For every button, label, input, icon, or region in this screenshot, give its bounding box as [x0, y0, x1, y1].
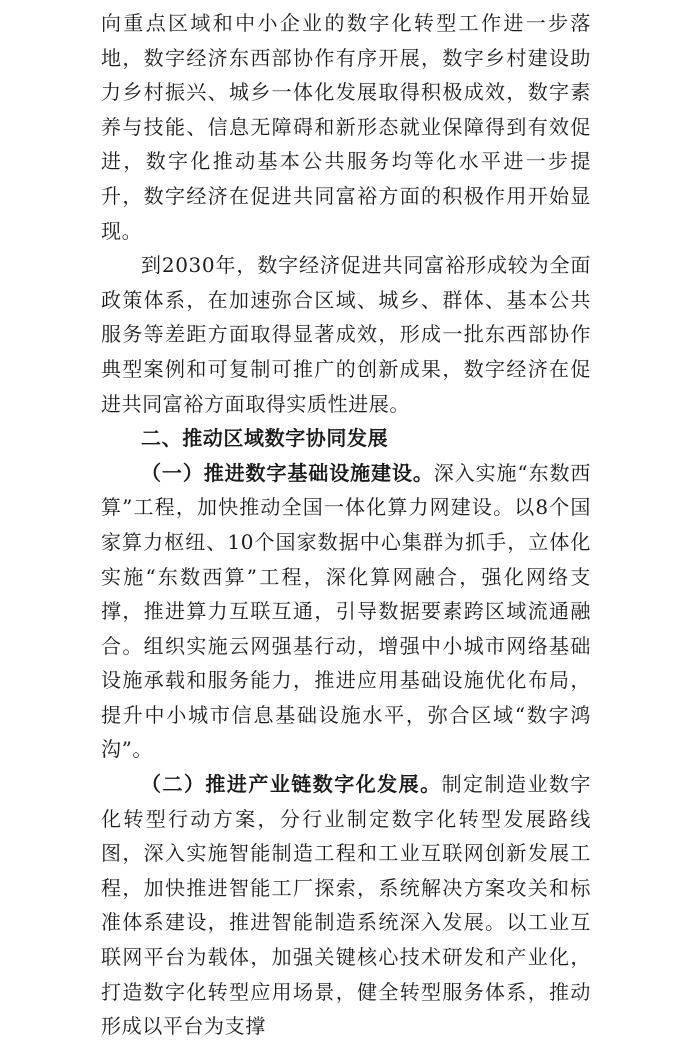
section-heading: 二、推动区域数字协同发展 [141, 426, 389, 451]
paragraph-digital-infrastructure [101, 456, 591, 767]
subsection-title-infrastructure: （一）推进数字基础设施建设。 [141, 460, 434, 485]
paragraph-industry-chain [101, 767, 591, 1044]
subsection-body-industry: 制定制造业数字化转型行动方案，分行业制定数字化转型发展路线图，深入实施智能制造工程和工业互联网创新发展工程，加快推进智能工厂探索，系统解决方案攻关和标准体系建设，推进智能制造系统深入发展。以工业互联网平台为载体，加强关键核心技术研发和产业化，打造数字化转型应用场景，健全转型服务体系，推动形成以平台为支撑 [101, 772, 591, 1039]
subsection-body-infrastructure: 深入实施“东数西算”工程，加快推动全国一体化算力网建设。以8个国家算力枢纽、10个国家数据中心集群为抓手，立体化实施“东数西算”工程，深化算网融合，强化网络支撑，推进算力互联互通，引导数据要素跨区域流通融合。组织实施云网强基行动，增强中小城市网络基础设施承载和服务能力，推进应用基础设施优化布局，提升中小城市信息基础设施水平，弥合区域“数字鸿沟”。 [101, 460, 591, 762]
paragraph-continued: 向重点区域和中小企业的数字化转型工作进一步落地，数字经济东西部协作有序开展，数字乡村建设助力乡村振兴、城乡一体化发展取得积极成效，数字素养与技能、信息无障碍和新形态就业保障得到有效促进，数字化推动基本公共服务均等化水平进一步提升，数字经济在促进共同富裕方面的积极作用开始显现。 [101, 11, 591, 243]
paragraph-2030-goal: 到2030年，数字经济促进共同富裕形成较为全面政策体系，在加速弥合区域、城乡、群体、基本公共服务等差距方面取得显著成效，形成一批东西部协作典型案例和可复制可推广的创新成果，数字经济在促进共同富裕方面取得实质性进展。 [101, 253, 591, 416]
subsection-title-industry: （二）推进产业链数字化发展。 [141, 772, 442, 797]
document-page [101, 6, 591, 1044]
